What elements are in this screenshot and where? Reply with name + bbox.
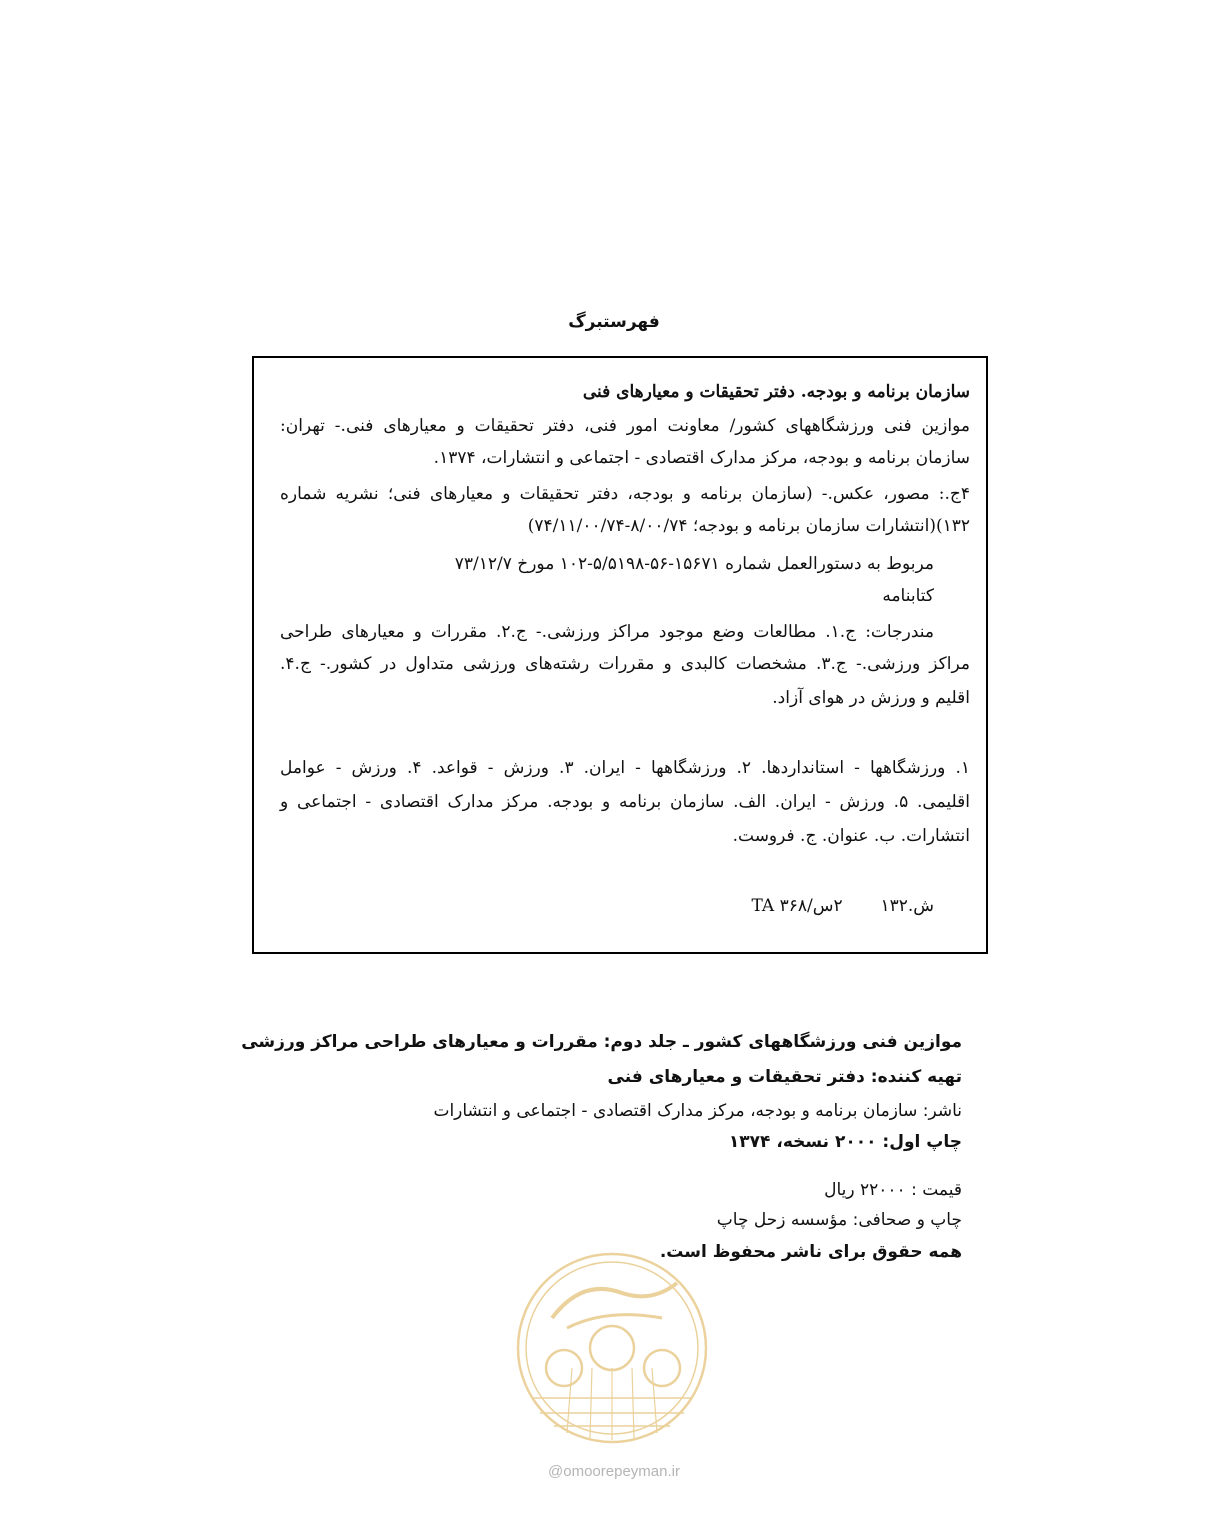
publisher-seal-watermark bbox=[512, 1248, 712, 1448]
cip-contents-line-3: اقلیم و ورزش در هوای آزاد. bbox=[772, 688, 970, 708]
imprint-publisher: ناشر: سازمان برنامه و بودجه، مرکز مدارک اقتصادی - اجتماعی و انتشارات bbox=[433, 1101, 962, 1121]
cip-series-line-1: ۴ج.: مصور، عکس.- (سازمان برنامه و بودجه، دفتر تحقیقات و معیارهای فنی؛ نشریه شماره bbox=[280, 484, 970, 504]
seal-logo-icon bbox=[512, 1248, 712, 1448]
cip-title-line-2: سازمان برنامه و بودجه، مرکز مدارک اقتصادی - اجتماعی و انتشارات، ۱۳۷۴. bbox=[433, 448, 970, 468]
cip-note-line-2: کتابنامه bbox=[882, 586, 934, 606]
imprint-edition: چاپ اول: ۲۰۰۰ نسخه، ۱۳۷۴ bbox=[728, 1132, 962, 1152]
cip-subjects-line-1: ۱. ورزشگاهها - استانداردها. ۲. ورزشگاهها - ایران. ۳. ورزش - قواعد. ۴. ورزش - عوامل bbox=[280, 758, 970, 778]
page-title: فهرستبرگ bbox=[568, 312, 660, 332]
imprint-printing: چاپ و صحافی: مؤسسه زحل چاپ bbox=[716, 1210, 962, 1230]
cip-subjects-line-3: انتشارات. ب. عنوان. ج. فروست. bbox=[732, 826, 970, 846]
cip-note-line-1: مربوط به دستورالعمل شماره ۱۵۶۷۱-۵۶-۵/۵۱۹۸-۱۰۲ مورخ ۷۳/۱۲/۷ bbox=[454, 554, 934, 574]
cip-title-line-1: موازین فنی ورزشگاههای کشور/ معاونت امور فنی، دفتر تحقیقات و معیارهای فنی.- تهران: bbox=[280, 416, 970, 436]
cip-record-box bbox=[252, 356, 988, 954]
cip-classification: ش.۱۳۲ ۲س/۳۶۸ TA bbox=[751, 896, 934, 916]
cip-subjects-line-2: اقلیمی. ۵. ورزش - ایران. الف. سازمان برنامه و بودجه. مرکز مدارک اقتصادی - اجتماعی و bbox=[280, 792, 970, 812]
imprint-price: قیمت : ۲۲۰۰۰ ریال bbox=[824, 1180, 962, 1200]
cip-series-line-2: ۱۳۲)(انتشارات سازمان برنامه و بودجه؛ ۸/۰۰/۷۴-۷۴/۱۱/۰۰/۷۴) bbox=[527, 516, 970, 536]
cip-author: سازمان برنامه و بودجه. دفتر تحقیقات و معیارهای فنی bbox=[582, 382, 970, 402]
cip-contents-line-2: مراکز ورزشی.- ج.۳. مشخصات کالبدی و مقررات رشته‌های ورزشی متداول در کشور.- ج.۴. bbox=[280, 654, 970, 674]
cip-contents-line-1: مندرجات: ج.۱. مطالعات وضع موجود مراکز ورزشی.- ج.۲. مقررات و معیارهای طراحی bbox=[280, 622, 934, 642]
imprint-rights: همه حقوق برای ناشر محفوظ است. bbox=[659, 1242, 962, 1262]
imprint-book-title: موازین فنی ورزشگاههای کشور ـ جلد دوم: مقررات و معیارهای طراحی مراکز ورزشی bbox=[241, 1032, 962, 1052]
imprint-prepared-by: تهیه کننده: دفتر تحقیقات و معیارهای فنی bbox=[607, 1067, 962, 1087]
watermark-url: @omoorepeyman.ir bbox=[548, 1463, 680, 1480]
